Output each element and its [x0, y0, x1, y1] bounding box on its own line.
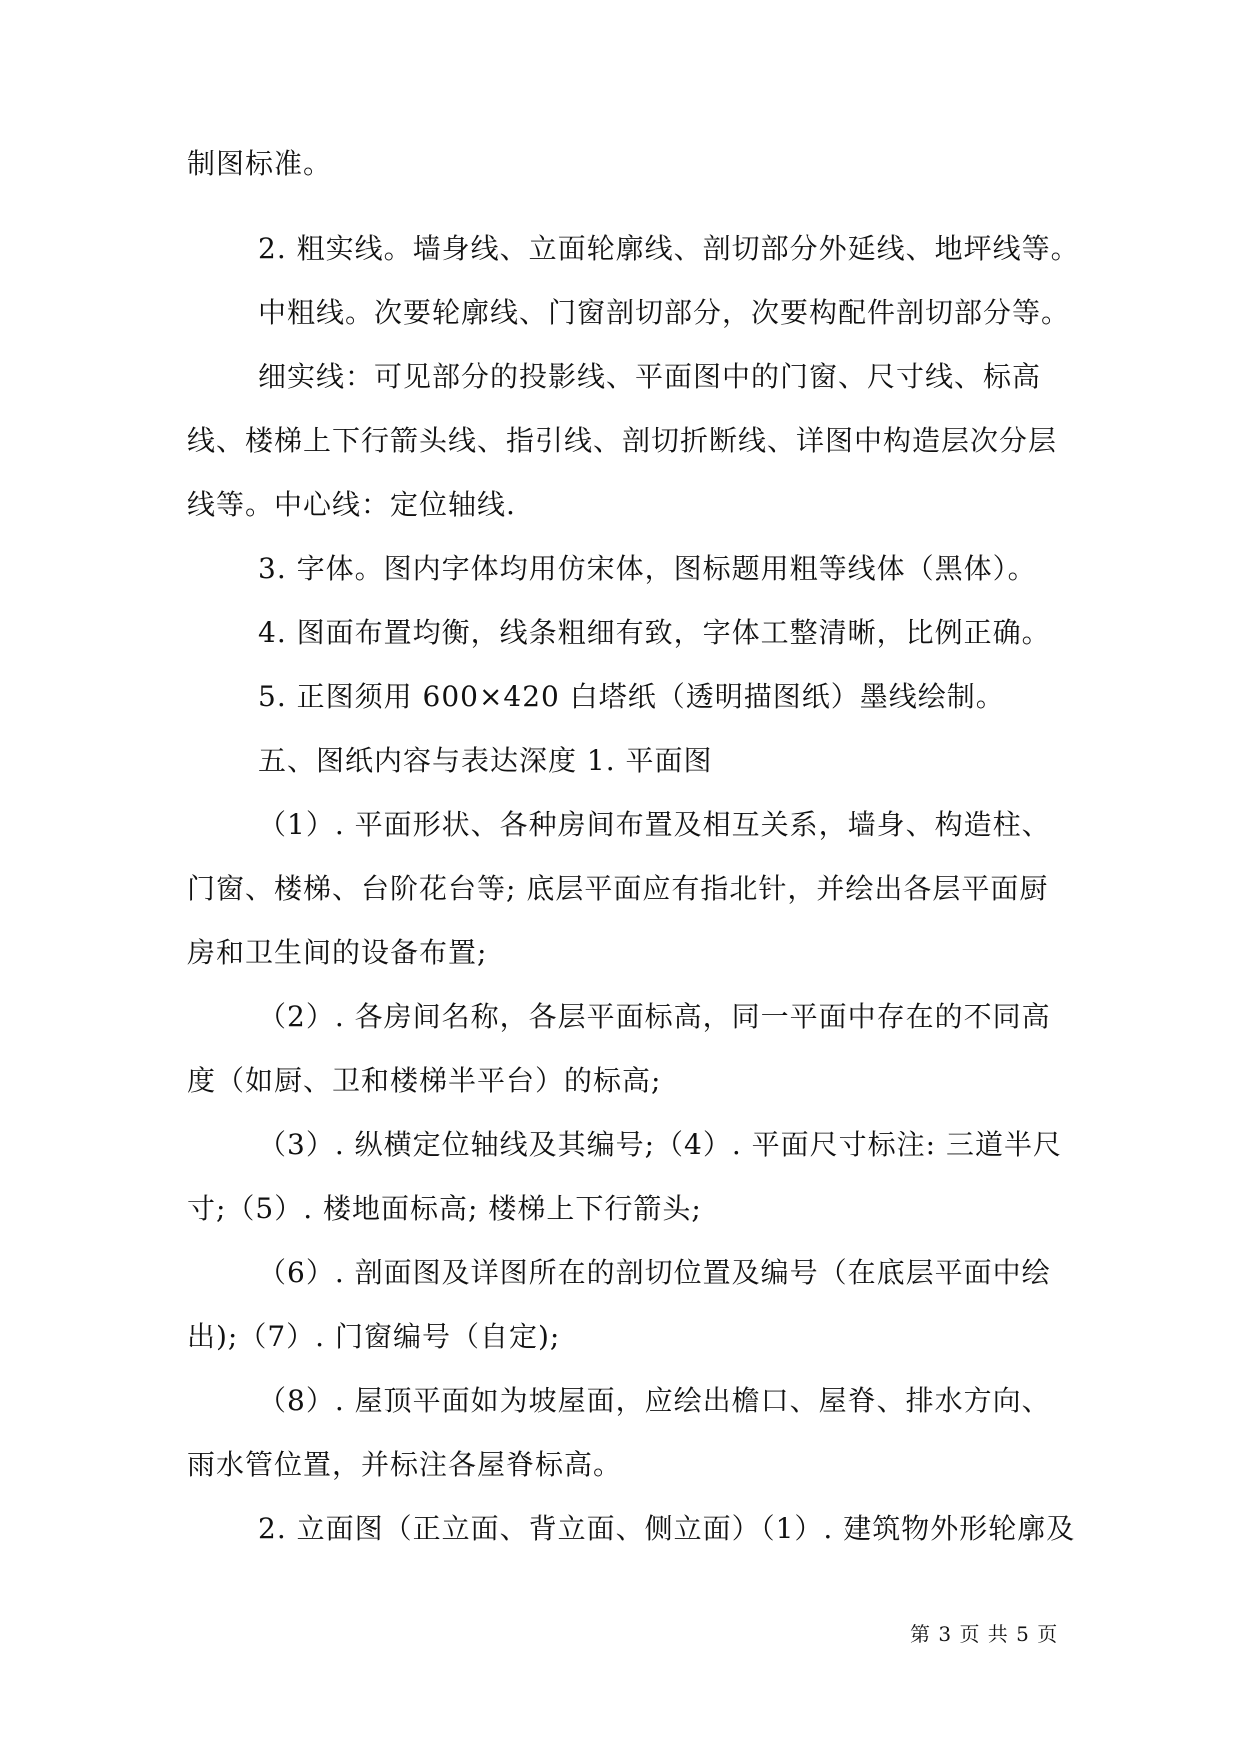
- page-number: 第 3 页 共 5 页: [910, 1622, 1059, 1646]
- text-line: 度（如厨、卫和楼梯半平台）的标高;: [187, 1064, 662, 1097]
- text-line: （2）. 各房间名称，各层平面标高，同一平面中存在的不同高: [258, 1000, 1051, 1033]
- text-line: 雨水管位置，并标注各屋脊标高。: [187, 1448, 623, 1481]
- text-line: 线等。中心线：定位轴线.: [187, 488, 516, 521]
- text-line: 2. 粗实线。墙身线、立面轮廓线、剖切部分外延线、地坪线等。: [258, 232, 1080, 265]
- text-line: 五、图纸内容与表达深度 1. 平面图: [258, 744, 713, 777]
- text-line: （8）. 屋顶平面如为坡屋面，应绘出檐口、屋脊、排水方向、: [258, 1384, 1051, 1417]
- text-line: 制图标准。: [187, 147, 333, 180]
- text-line: （6）. 剖面图及详图所在的剖切位置及编号（在底层平面中绘: [258, 1256, 1051, 1289]
- text-line: 寸;（5）. 楼地面标高; 楼梯上下行箭头;: [187, 1192, 702, 1225]
- text-line: 4. 图面布置均衡，线条粗细有致，字体工整清晰，比例正确。: [258, 616, 1051, 649]
- text-line: 2. 立面图（正立面、背立面、侧立面）（1）. 建筑物外形轮廓及: [258, 1512, 1076, 1545]
- text-line: （1）. 平面形状、各种房间布置及相互关系，墙身、构造柱、: [258, 808, 1051, 841]
- text-line: 出);（7）. 门窗编号（自定);: [187, 1320, 561, 1353]
- text-line: 5. 正图须用 600×420 白塔纸（透明描图纸）墨线绘制。: [258, 680, 1005, 713]
- text-line: 中粗线。次要轮廓线、门窗剖切部分，次要构配件剖切部分等。: [258, 296, 1071, 329]
- text-line: 细实线：可见部分的投影线、平面图中的门窗、尺寸线、标高: [258, 360, 1042, 393]
- text-line: （3）. 纵横定位轴线及其编号;（4）. 平面尺寸标注: 三道半尺: [258, 1128, 1063, 1161]
- text-line: 3. 字体。图内字体均用仿宋体，图标题用粗等线体（黑体）。: [258, 552, 1037, 585]
- text-line: 房和卫生间的设备布置;: [187, 936, 488, 969]
- text-line: 门窗、楼梯、台阶花台等; 底层平面应有指北针，并绘出各层平面厨: [187, 872, 1049, 905]
- text-line: 线、楼梯上下行箭头线、指引线、剖切折断线、详图中构造层次分层: [187, 424, 1058, 457]
